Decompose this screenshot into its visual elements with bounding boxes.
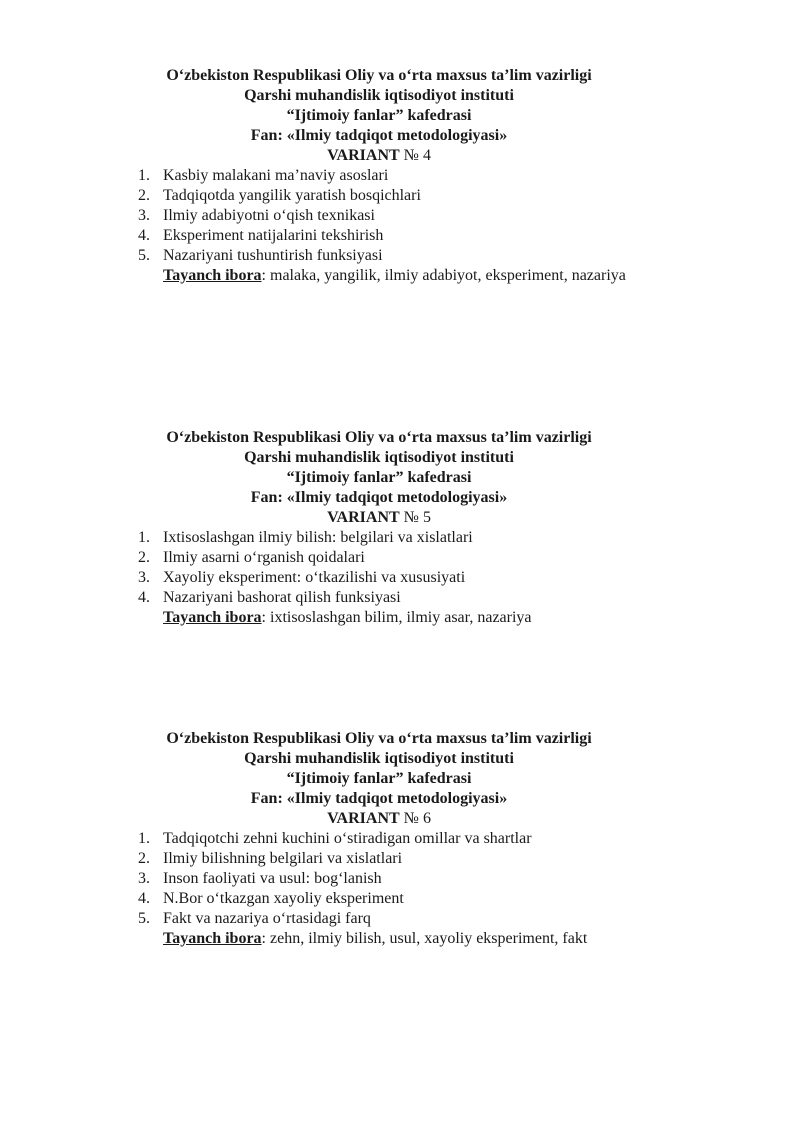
list-item: [0, 226, 800, 246]
list-item: [0, 548, 800, 568]
variant-word: VARIANT: [327, 509, 400, 526]
list-item: [0, 528, 800, 548]
variant-word: VARIANT: [327, 810, 400, 827]
list-item: [0, 829, 800, 849]
question-text: Eksperiment natijalarini tekshirish: [163, 227, 384, 244]
question-text: Ilmiy adabiyotni o‘qish texnikasi: [163, 207, 375, 224]
question-text: Nazariyani tushuntirish funksiyasi: [163, 247, 383, 264]
question-number: 5.: [138, 247, 150, 264]
question-text: Kasbiy malakani ma’naviy asoslari: [163, 167, 389, 184]
question-number: 2.: [138, 187, 150, 204]
question-text: Fakt va nazariya o‘rtasidagi farq: [163, 910, 371, 927]
department-title: “Ijtimoiy fanlar” kafedrasi: [286, 107, 472, 124]
variant-word: VARIANT: [327, 147, 400, 164]
institute-title: Qarshi muhandislik iqtisodiyot instituti: [244, 449, 514, 466]
question-text: Ilmiy asarni o‘rganish qoidalari: [163, 549, 365, 566]
question-text: N.Bor o‘tkazgan xayoliy eksperiment: [163, 890, 404, 907]
question-number: 4.: [138, 227, 150, 244]
question-text: Inson faoliyati va usul: bog‘lanish: [163, 870, 382, 887]
question-number: 3.: [138, 569, 150, 586]
variant-number: № 6: [399, 810, 431, 827]
question-text: Tadqiqotchi zehni kuchini o‘stiradigan omillar va shartlar: [163, 830, 532, 847]
variant-number-line: [138, 146, 620, 166]
list-item: [0, 849, 800, 869]
keywords-label: Tayanch ibora: [163, 609, 262, 626]
variant-block-5: [0, 428, 800, 628]
question-list: [0, 166, 800, 266]
question-number: 4.: [138, 589, 150, 606]
variant-number: № 5: [399, 509, 431, 526]
question-number: 4.: [138, 890, 150, 907]
keywords-line: [0, 608, 800, 628]
institute-title: Qarshi muhandislik iqtisodiyot instituti: [244, 750, 514, 767]
question-number: 3.: [138, 870, 150, 887]
subject-title: Fan: «Ilmiy tadqiqot metodologiyasi»: [250, 790, 508, 807]
ministry-title: O‘zbekiston Respublikasi Oliy va o‘rta maxsus ta’lim vazirligi: [166, 67, 592, 84]
list-item: [0, 246, 800, 266]
question-number: 1.: [138, 529, 150, 546]
variant-block-6: [0, 729, 800, 949]
variant-number: № 4: [399, 147, 431, 164]
list-item: [0, 206, 800, 226]
ministry-title: O‘zbekiston Respublikasi Oliy va o‘rta maxsus ta’lim vazirligi: [166, 429, 592, 446]
list-item: [0, 568, 800, 588]
question-text: Tadqiqotda yangilik yaratish bosqichlari: [163, 187, 421, 204]
question-number: 5.: [138, 910, 150, 927]
ministry-title: O‘zbekiston Respublikasi Oliy va o‘rta maxsus ta’lim vazirligi: [166, 730, 592, 747]
list-item: [0, 869, 800, 889]
list-item: [0, 588, 800, 608]
keywords-line: [0, 929, 800, 949]
variant-heading: [138, 428, 620, 528]
keywords-label: Tayanch ibora: [163, 930, 262, 947]
list-item: [0, 909, 800, 929]
keywords-text: : ixtisoslashgan bilim, ilmiy asar, nazariya: [261, 609, 532, 626]
question-number: 2.: [138, 850, 150, 867]
list-item: [0, 889, 800, 909]
question-number: 3.: [138, 207, 150, 224]
variant-heading: [138, 66, 620, 166]
question-text: Ixtisoslashgan ilmiy bilish: belgilari va xislatlari: [163, 529, 473, 546]
variant-heading: [138, 729, 620, 829]
question-list: [0, 829, 800, 929]
variant-number-line: [138, 809, 620, 829]
keywords-label: Tayanch ibora: [163, 267, 262, 284]
keywords-text: : malaka, yangilik, ilmiy adabiyot, eksperiment, nazariya: [261, 267, 626, 284]
question-number: 2.: [138, 549, 150, 566]
department-title: “Ijtimoiy fanlar” kafedrasi: [286, 469, 472, 486]
variant-number-line: [138, 508, 620, 528]
question-text: Xayoliy eksperiment: o‘tkazilishi va xususiyati: [163, 569, 466, 586]
list-item: [0, 186, 800, 206]
list-item: [0, 166, 800, 186]
keywords-line: [0, 266, 800, 286]
question-number: 1.: [138, 167, 150, 184]
variant-block-4: [0, 66, 800, 286]
institute-title: Qarshi muhandislik iqtisodiyot instituti: [244, 87, 514, 104]
keywords-text: : zehn, ilmiy bilish, usul, xayoliy eksperiment, fakt: [261, 930, 588, 947]
question-text: Ilmiy bilishning belgilari va xislatlari: [163, 850, 403, 867]
question-list: [0, 528, 800, 608]
subject-title: Fan: «Ilmiy tadqiqot metodologiyasi»: [250, 489, 508, 506]
question-text: Nazariyani bashorat qilish funksiyasi: [163, 589, 401, 606]
subject-title: Fan: «Ilmiy tadqiqot metodologiyasi»: [250, 127, 508, 144]
department-title: “Ijtimoiy fanlar” kafedrasi: [286, 770, 472, 787]
question-number: 1.: [138, 830, 150, 847]
